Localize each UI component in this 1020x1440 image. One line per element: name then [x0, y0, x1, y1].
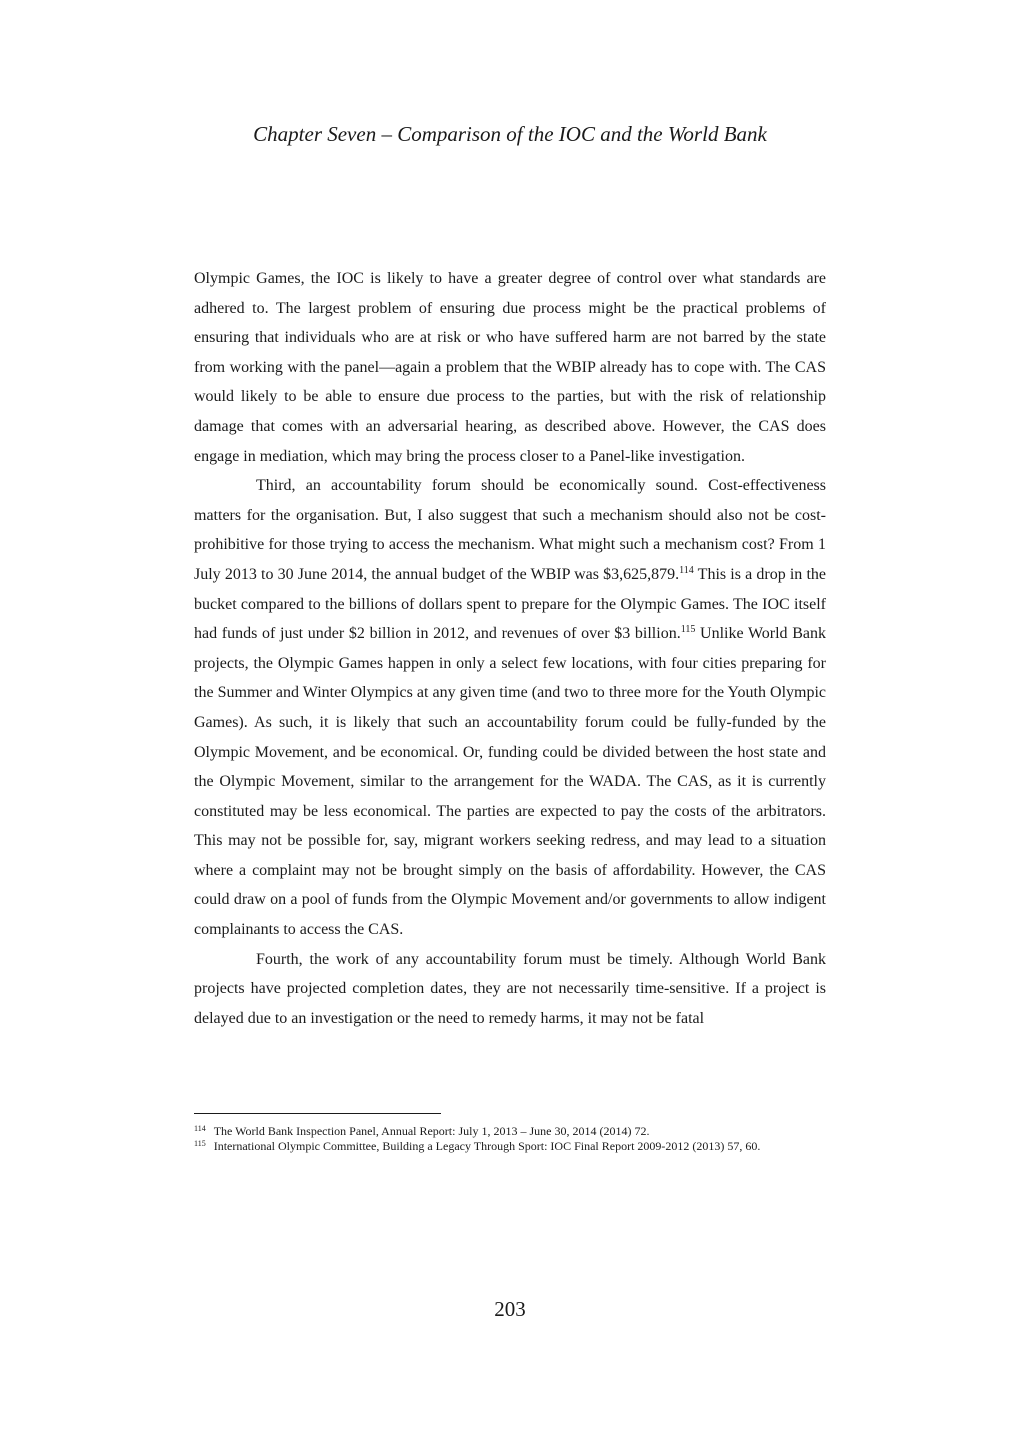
paragraph-2-text-a: Third, an accountability forum should be economically sound. Cost-effectiveness matters for the organisation. But, I also suggest that such a mechanism should also not be cost-prohibitive for those trying to access the mechanism. What might such a mechanism cost? From 1 July 2013 to 30 June 2014, the annual budget of the WBIP was $3,625,879. — [194, 477, 826, 583]
paragraph-3: Fourth, the work of any accountability forum must be timely. Although World Bank projects have projected completion dates, they are not necessarily time-sensitive. If a project is delayed due to an investigation or the need to remedy harms, it may not be fatal — [194, 950, 826, 1027]
paragraph-2 — [194, 471, 826, 945]
footnotes — [194, 1124, 826, 1154]
footnote-number: 114 — [194, 1124, 206, 1133]
paragraph-2-text-c: Unlike World Bank projects, the Olympic Games happen in only a select few locations, with four cities preparing for the Summer and Winter Olympics at any given time (and two to three more for the Youth Olympic Games). As such, it is likely that such an accountability forum could be fully-funded by the Olympic Movement, and be economical. Or, funding could be divided between the host state and the Olympic Movement, similar to the arrangement for the WADA. The CAS, as it is currently constituted may be less economical. The parties are expected to pay the costs of the arbitrators. This may not be possible for, say, migrant workers seeking redress, and may lead to a situation where a complaint may not be brought simply on the basis of affordability. However, the CAS could draw on a pool of funds from the Olympic Movement and/or governments to allow indigent complainants to access the CAS. — [194, 625, 826, 939]
running-head: Chapter Seven – Comparison of the IOC and the World Bank — [253, 122, 767, 146]
page-number: 203 — [494, 1297, 526, 1321]
footnote-ref-114: 114 — [679, 564, 694, 576]
footnote-ref-115: 115 — [680, 624, 696, 636]
footnote-114 — [194, 1124, 826, 1139]
footnote-number: 115 — [194, 1139, 206, 1148]
paragraph-1: Olympic Games, the IOC is likely to have a greater degree of control over what standards are adhered to. The largest problem of ensuring due process might be the practical problems of ensuring that individuals who are at risk or who have suffered harm are not barred by the state from working with the panel—again a problem that the WBIP already has to cope with. The CAS would likely to be able to ensure due process to the parties, but with the risk of relationship damage that comes with an adversarial hearing, as described above. However, the CAS does engage in mediation, which may bring the process closer to a Panel-like investigation. — [194, 270, 826, 465]
footnote-text: International Olympic Committee, Building a Legacy Through Sport: IOC Final Report 2009-2012 (2013) 57, 60. — [213, 1139, 761, 1153]
footnote-115 — [194, 1139, 826, 1154]
footnote-divider — [194, 1113, 441, 1114]
body-text — [194, 264, 826, 1033]
footnote-text: The World Bank Inspection Panel, Annual Report: July 1, 2013 – June 30, 2014 (2014) 72. — [213, 1124, 650, 1138]
paragraph-2-text-b: This is a drop in the bucket compared to the billions of dollars spent to prepare for the Olympic Games. The IOC itself had funds of just under $2 billion in 2012, and revenues of over $3 billion. — [194, 565, 827, 643]
